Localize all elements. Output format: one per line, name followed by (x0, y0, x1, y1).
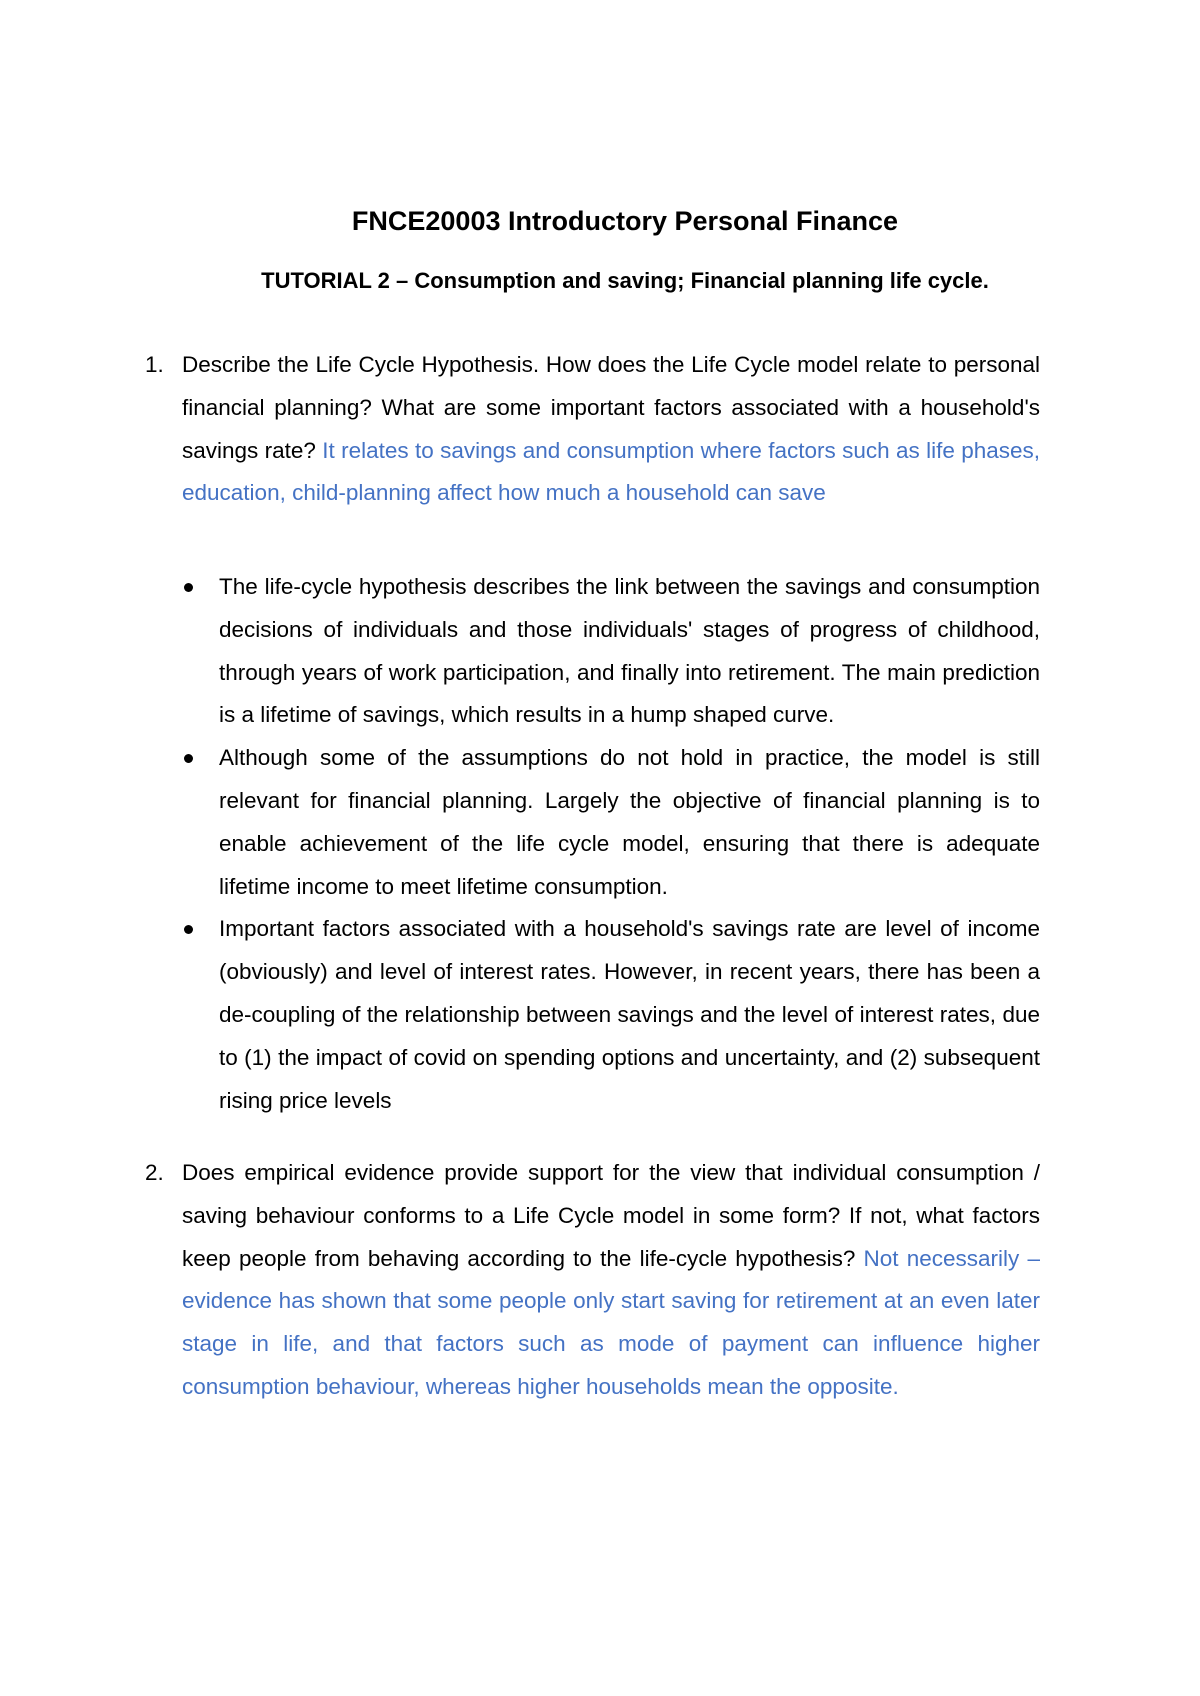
question-1 (145, 344, 1040, 515)
list-item (219, 566, 1040, 737)
bullet-icon (184, 754, 193, 763)
bullet-text: Although some of the assumptions do not hold in practice, the model is still relevant for financial planning. Largely the objective of financial planning is to enable achievement of the life cycle model, ensuring that there is adequate lifetime income to meet lifetime consumption. (219, 745, 1040, 899)
bullet-icon (184, 583, 193, 592)
question-text: Does empirical evidence provide support for the view that individual consumption / saving behaviour conforms to a Life Cycle model in some form? If not, what factors keep people from behaving according to the life-cycle hypothesis? (182, 1160, 1040, 1271)
question-2 (145, 1152, 1040, 1409)
question-number: 1. (145, 352, 164, 377)
answer-bullet-list (219, 566, 1040, 1122)
list-item (219, 737, 1040, 908)
list-item (219, 908, 1040, 1122)
question-number: 2. (145, 1160, 164, 1185)
answer-text: Not necessarily – evidence has shown that some people only start saving for retirement at an even later stage in life, and that factors such as mode of payment can influence higher consumption behaviour, whereas higher households mean the opposite. (182, 1245, 1040, 1399)
bullet-text: Important factors associated with a household's savings rate are level of income (obviously) and level of interest rates. However, in recent years, there has been a de-coupling of the relationship between savings and the level of interest rates, due to (1) the impact of covid on spending options and uncertainty, and (2) subsequent rising price levels (219, 916, 1040, 1113)
question-text: Describe the Life Cycle Hypothesis. How does the Life Cycle model relate to personal financial planning? What are some important factors associated with a household's savings rate? (182, 352, 1040, 463)
document-title: FNCE20003 Introductory Personal Finance (351, 206, 899, 236)
document-subtitle: TUTORIAL 2 – Consumption and saving; Financial planning life cycle. (261, 268, 989, 293)
bullet-text: The life-cycle hypothesis describes the link between the savings and consumption decisions of individuals and those individuals' stages of progress of childhood, through years of work participation, and finally into retirement. The main prediction is a lifetime of savings, which results in a hump shaped curve. (219, 574, 1040, 728)
bullet-icon (184, 925, 193, 934)
answer-text: It relates to savings and consumption where factors such as life phases, education, child-planning affect how much a household can save (182, 437, 1040, 506)
